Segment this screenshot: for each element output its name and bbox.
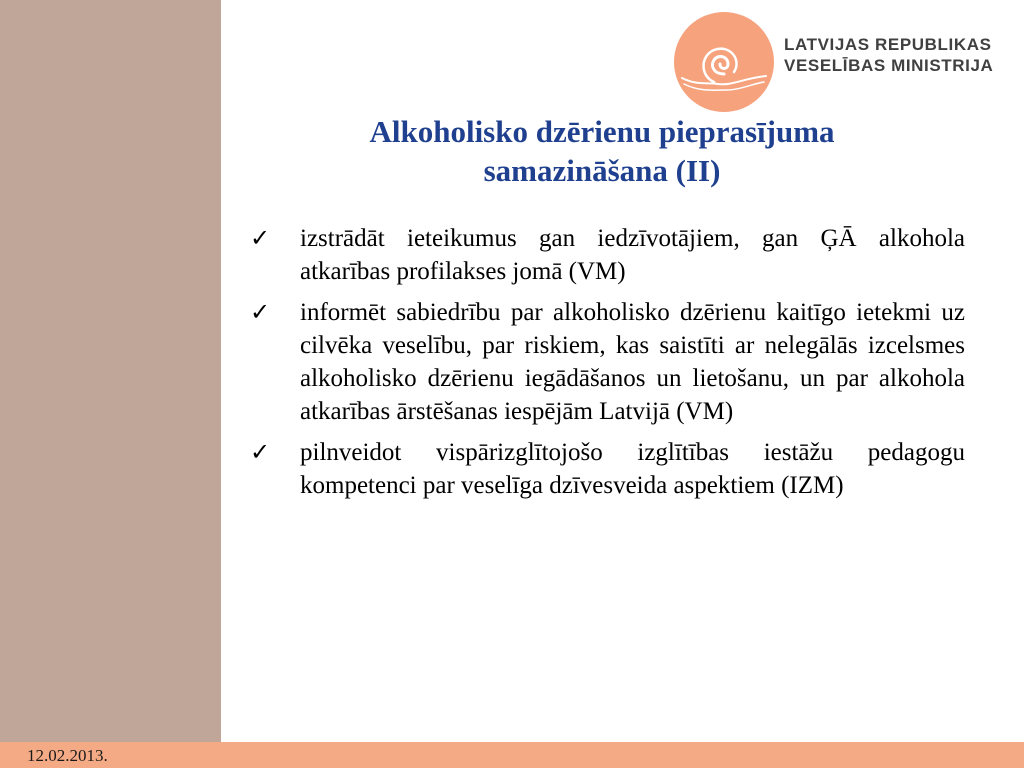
- ministry-name-line2: VESELĪBAS MINISTRIJA: [784, 56, 994, 75]
- slide-title-line1: Alkoholisko dzērienu pieprasījuma: [369, 114, 835, 149]
- checkmark-icon: ✓: [250, 224, 271, 252]
- bullet-text: izstrādāt ieteikumus gan iedzīvotājiem, gan ĢĀ alkohola atkarības profilakses jomā (VM): [300, 225, 965, 285]
- bullet-text: pilnveidot vispārizglītojošo izglītības iestāžu pedagogu kompetenci par veselīga dzīvesveida aspektiem (IZM): [300, 439, 965, 499]
- bullet-list: [250, 222, 965, 510]
- spiral-logo-icon: [674, 12, 774, 112]
- ministry-name-line1: LATVIJAS REPUBLIKAS: [784, 35, 992, 54]
- ministry-name: [784, 34, 993, 76]
- slide-title: [222, 112, 982, 190]
- side-panel: [0, 0, 221, 742]
- footer-date: 12.02.2013.: [27, 746, 108, 765]
- bullet-text: informēt sabiedrību par alkoholisko dzērienu kaitīgo ietekmi uz cilvēka veselību, par riskiem, kas saistīti ar nelegālās izcelsmes alkoholisko dzērienu iegādāšanos un lietošanu, un par alkohola atkarības ārstēšanas iespējām Latvijā (VM): [300, 299, 965, 425]
- bullet-item: [250, 222, 965, 288]
- footer-bar: [0, 742, 1024, 768]
- bullet-item: [250, 436, 965, 502]
- checkmark-icon: ✓: [250, 438, 271, 466]
- slide-title-line2: samazināšana (II): [483, 153, 721, 188]
- checkmark-icon: ✓: [250, 298, 271, 326]
- bullet-item: [250, 296, 965, 428]
